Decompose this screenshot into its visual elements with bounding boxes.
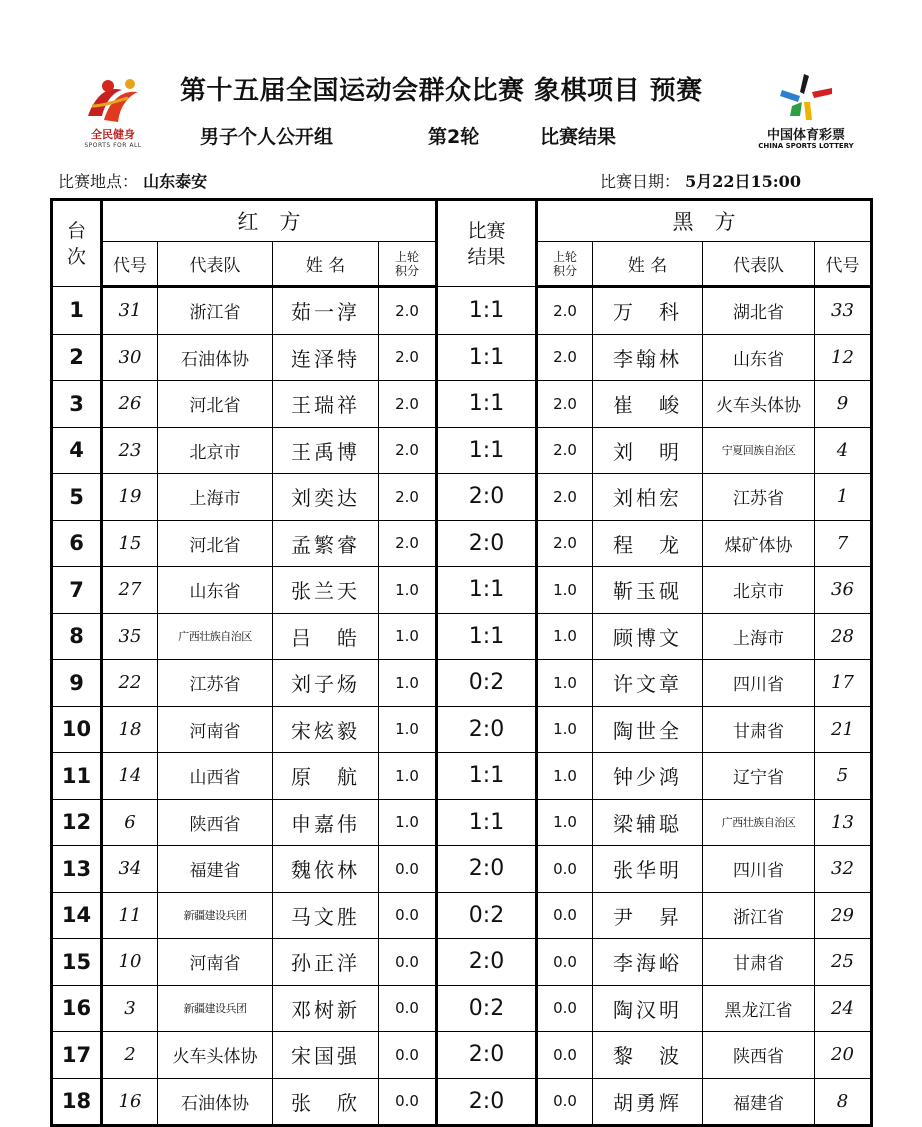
red-code: 35 (102, 613, 158, 660)
black-pts-header (537, 242, 593, 287)
sports-for-all-figure-icon (78, 76, 148, 128)
table-row (52, 381, 872, 428)
table-row (52, 660, 872, 707)
red-team: 北京市 (158, 427, 273, 474)
red-team: 河北省 (158, 520, 273, 567)
location-label: 比赛地点： (58, 172, 139, 191)
red-code: 3 (102, 985, 158, 1032)
black-code: 4 (815, 427, 872, 474)
table-row (52, 1032, 872, 1079)
results-table (50, 198, 873, 1127)
table-row (52, 892, 872, 939)
red-name: 张 欣 (273, 1078, 379, 1126)
black-code: 24 (815, 985, 872, 1032)
red-team: 上海市 (158, 474, 273, 521)
red-name: 魏依林 (273, 846, 379, 893)
sports-for-all-en: SPORTS FOR ALL (84, 142, 142, 149)
black-team: 湖北省 (703, 287, 815, 335)
black-code: 17 (815, 660, 872, 707)
board-number: 16 (52, 985, 102, 1032)
black-code: 33 (815, 287, 872, 335)
black-prev-points: 0.0 (537, 985, 593, 1032)
black-team: 陕西省 (703, 1032, 815, 1079)
red-code: 23 (102, 427, 158, 474)
red-code: 16 (102, 1078, 158, 1126)
black-name: 万 科 (593, 287, 703, 335)
table-row (52, 520, 872, 567)
match-result: 1:1 (437, 427, 537, 474)
black-code: 25 (815, 939, 872, 986)
table-row (52, 939, 872, 986)
black-name: 胡勇辉 (593, 1078, 703, 1126)
red-team: 火车头体协 (158, 1032, 273, 1079)
red-team-header: 代表队 (158, 242, 273, 287)
board-number: 2 (52, 334, 102, 381)
black-prev-points: 0.0 (537, 1078, 593, 1126)
board-number: 18 (52, 1078, 102, 1126)
black-name: 黎 波 (593, 1032, 703, 1079)
round-label: 第2轮 (428, 126, 480, 148)
black-code: 7 (815, 520, 872, 567)
location-line (58, 169, 207, 192)
red-prev-points: 0.0 (379, 1032, 437, 1079)
black-team: 江苏省 (703, 474, 815, 521)
match-result: 2:0 (437, 1078, 537, 1126)
date-label: 比赛日期： (600, 172, 681, 191)
location-value: 山东泰安 (143, 172, 208, 191)
black-team: 广西壮族自治区 (703, 799, 815, 846)
match-result: 1:1 (437, 799, 537, 846)
black-name: 李翰林 (593, 334, 703, 381)
black-code: 8 (815, 1078, 872, 1126)
red-prev-points: 1.0 (379, 567, 437, 614)
red-name: 连泽特 (273, 334, 379, 381)
lottery-cn: 中国体育彩票 (766, 128, 845, 143)
red-team: 河北省 (158, 381, 273, 428)
black-code: 36 (815, 567, 872, 614)
red-name: 吕 皓 (273, 613, 379, 660)
black-code: 5 (815, 753, 872, 800)
sports-for-all-logo (72, 76, 154, 154)
red-name: 刘奕达 (273, 474, 379, 521)
red-code: 15 (102, 520, 158, 567)
red-prev-points: 2.0 (379, 474, 437, 521)
red-pts-header (379, 242, 437, 287)
black-name-header: 姓 名 (593, 242, 703, 287)
match-result: 1:1 (437, 567, 537, 614)
black-team: 山东省 (703, 334, 815, 381)
black-name: 顾博文 (593, 613, 703, 660)
red-code: 31 (102, 287, 158, 335)
table-row (52, 567, 872, 614)
red-prev-points: 0.0 (379, 1078, 437, 1126)
black-prev-points: 0.0 (537, 1032, 593, 1079)
red-code: 6 (102, 799, 158, 846)
black-name: 程 龙 (593, 520, 703, 567)
black-code: 1 (815, 474, 872, 521)
red-header: 红 方 (102, 200, 437, 242)
board-number: 4 (52, 427, 102, 474)
board-number: 10 (52, 706, 102, 753)
board-number: 7 (52, 567, 102, 614)
black-prev-points: 2.0 (537, 381, 593, 428)
red-pts-header-text: 上轮积分 (394, 249, 419, 278)
table-row (52, 613, 872, 660)
match-result: 0:2 (437, 660, 537, 707)
match-result: 1:1 (437, 334, 537, 381)
red-team: 河南省 (158, 939, 273, 986)
black-name: 陶汉明 (593, 985, 703, 1032)
red-name: 刘子炀 (273, 660, 379, 707)
match-result: 2:0 (437, 939, 537, 986)
black-name: 陶世全 (593, 706, 703, 753)
black-prev-points: 2.0 (537, 474, 593, 521)
black-code: 29 (815, 892, 872, 939)
red-name: 宋国强 (273, 1032, 379, 1079)
black-name: 尹 昇 (593, 892, 703, 939)
red-prev-points: 0.0 (379, 846, 437, 893)
match-result: 1:1 (437, 613, 537, 660)
black-prev-points: 1.0 (537, 613, 593, 660)
black-team: 火车头体协 (703, 381, 815, 428)
black-team: 浙江省 (703, 892, 815, 939)
black-code: 13 (815, 799, 872, 846)
red-name: 原 航 (273, 753, 379, 800)
table-row (52, 846, 872, 893)
red-prev-points: 2.0 (379, 520, 437, 567)
match-result: 1:1 (437, 287, 537, 335)
black-team: 甘肃省 (703, 939, 815, 986)
table-row (52, 334, 872, 381)
red-name: 茹一淳 (273, 287, 379, 335)
red-code: 10 (102, 939, 158, 986)
red-name: 申嘉伟 (273, 799, 379, 846)
red-name-header: 姓 名 (273, 242, 379, 287)
red-team: 江苏省 (158, 660, 273, 707)
black-team: 黑龙江省 (703, 985, 815, 1032)
black-team: 宁夏回族自治区 (703, 427, 815, 474)
red-name: 邓树新 (273, 985, 379, 1032)
group-label: 男子个人公开组 (200, 126, 334, 148)
black-name: 刘柏宏 (593, 474, 703, 521)
board-number: 1 (52, 287, 102, 335)
red-code-header: 代号 (102, 242, 158, 287)
red-team: 新疆建设兵团 (158, 985, 273, 1032)
black-prev-points: 0.0 (537, 892, 593, 939)
black-prev-points: 2.0 (537, 287, 593, 335)
red-prev-points: 2.0 (379, 427, 437, 474)
red-prev-points: 1.0 (379, 753, 437, 800)
match-result: 2:0 (437, 520, 537, 567)
red-name: 孟繁睿 (273, 520, 379, 567)
board-number: 11 (52, 753, 102, 800)
red-code: 26 (102, 381, 158, 428)
black-pts-header-text: 上轮积分 (552, 249, 577, 278)
red-code: 34 (102, 846, 158, 893)
black-team: 辽宁省 (703, 753, 815, 800)
red-prev-points: 2.0 (379, 381, 437, 428)
red-team: 新疆建设兵团 (158, 892, 273, 939)
red-name: 马文胜 (273, 892, 379, 939)
board-number: 12 (52, 799, 102, 846)
date-value: 5月22日15:00 (685, 172, 801, 191)
red-team: 广西壮族自治区 (158, 613, 273, 660)
black-code: 12 (815, 334, 872, 381)
black-team: 四川省 (703, 660, 815, 707)
black-team-header: 代表队 (703, 242, 815, 287)
black-code: 32 (815, 846, 872, 893)
red-team: 山西省 (158, 753, 273, 800)
header-row-1 (52, 200, 872, 242)
table-row (52, 1078, 872, 1126)
black-name: 张华明 (593, 846, 703, 893)
black-team: 北京市 (703, 567, 815, 614)
china-sports-lottery-logo (756, 72, 856, 154)
black-name: 刘 明 (593, 427, 703, 474)
board-header (52, 200, 102, 287)
red-name: 王瑞祥 (273, 381, 379, 428)
black-name: 靳玉砚 (593, 567, 703, 614)
red-prev-points: 1.0 (379, 706, 437, 753)
red-team: 陕西省 (158, 799, 273, 846)
match-result: 0:2 (437, 985, 537, 1032)
red-prev-points: 1.0 (379, 799, 437, 846)
red-prev-points: 1.0 (379, 660, 437, 707)
red-prev-points: 1.0 (379, 613, 437, 660)
red-prev-points: 0.0 (379, 892, 437, 939)
red-team: 山东省 (158, 567, 273, 614)
table-row (52, 706, 872, 753)
table-row (52, 474, 872, 521)
table-row (52, 287, 872, 335)
red-team: 石油体协 (158, 1078, 273, 1126)
red-team: 浙江省 (158, 287, 273, 335)
match-result: 2:0 (437, 846, 537, 893)
red-prev-points: 0.0 (379, 985, 437, 1032)
red-name: 宋炫毅 (273, 706, 379, 753)
red-prev-points: 0.0 (379, 939, 437, 986)
red-team: 福建省 (158, 846, 273, 893)
black-prev-points: 2.0 (537, 520, 593, 567)
black-prev-points: 1.0 (537, 660, 593, 707)
sports-for-all-cn: 全民健身 (91, 128, 135, 141)
black-name: 李海峪 (593, 939, 703, 986)
red-code: 19 (102, 474, 158, 521)
lottery-en: CHINA SPORTS LOTTERY (758, 142, 854, 150)
board-number: 9 (52, 660, 102, 707)
black-team: 四川省 (703, 846, 815, 893)
table-row (52, 427, 872, 474)
red-code: 30 (102, 334, 158, 381)
black-code-header: 代号 (815, 242, 872, 287)
date-line (600, 169, 801, 192)
black-header: 黑 方 (537, 200, 872, 242)
board-number: 13 (52, 846, 102, 893)
red-team: 石油体协 (158, 334, 273, 381)
red-code: 14 (102, 753, 158, 800)
black-prev-points: 1.0 (537, 799, 593, 846)
red-code: 18 (102, 706, 158, 753)
black-prev-points: 2.0 (537, 427, 593, 474)
result-header (437, 200, 537, 287)
black-name: 钟少鸿 (593, 753, 703, 800)
black-team: 福建省 (703, 1078, 815, 1126)
board-header-text: 台次 (66, 219, 86, 268)
board-number: 8 (52, 613, 102, 660)
red-code: 2 (102, 1032, 158, 1079)
black-code: 9 (815, 381, 872, 428)
result-header-text: 比赛结果 (467, 219, 506, 268)
board-number: 5 (52, 474, 102, 521)
black-team: 上海市 (703, 613, 815, 660)
board-number: 6 (52, 520, 102, 567)
red-team: 河南省 (158, 706, 273, 753)
board-number: 15 (52, 939, 102, 986)
red-code: 27 (102, 567, 158, 614)
red-name: 张兰天 (273, 567, 379, 614)
table-row (52, 799, 872, 846)
match-result: 2:0 (437, 706, 537, 753)
black-code: 20 (815, 1032, 872, 1079)
red-code: 22 (102, 660, 158, 707)
black-name: 梁辅聪 (593, 799, 703, 846)
black-prev-points: 1.0 (537, 567, 593, 614)
black-prev-points: 0.0 (537, 939, 593, 986)
black-code: 28 (815, 613, 872, 660)
black-team: 煤矿体协 (703, 520, 815, 567)
red-prev-points: 2.0 (379, 334, 437, 381)
match-result: 1:1 (437, 381, 537, 428)
table-row (52, 985, 872, 1032)
board-number: 17 (52, 1032, 102, 1079)
match-result: 0:2 (437, 892, 537, 939)
black-team: 甘肃省 (703, 706, 815, 753)
table-row (52, 753, 872, 800)
red-prev-points: 2.0 (379, 287, 437, 335)
black-prev-points: 0.0 (537, 846, 593, 893)
red-name: 孙正洋 (273, 939, 379, 986)
red-code: 11 (102, 892, 158, 939)
black-prev-points: 2.0 (537, 334, 593, 381)
match-result: 2:0 (437, 474, 537, 521)
black-prev-points: 1.0 (537, 753, 593, 800)
black-prev-points: 1.0 (537, 706, 593, 753)
black-name: 许文章 (593, 660, 703, 707)
black-name: 崔 峻 (593, 381, 703, 428)
match-result: 2:0 (437, 1032, 537, 1079)
board-number: 14 (52, 892, 102, 939)
board-number: 3 (52, 381, 102, 428)
lottery-star-icon (778, 72, 834, 122)
page-title: 第十五届全国运动会群众比赛 象棋项目 预赛 (180, 76, 703, 106)
black-code: 21 (815, 706, 872, 753)
result-label: 比赛结果 (540, 126, 617, 148)
match-result: 1:1 (437, 753, 537, 800)
red-name: 王禹博 (273, 427, 379, 474)
